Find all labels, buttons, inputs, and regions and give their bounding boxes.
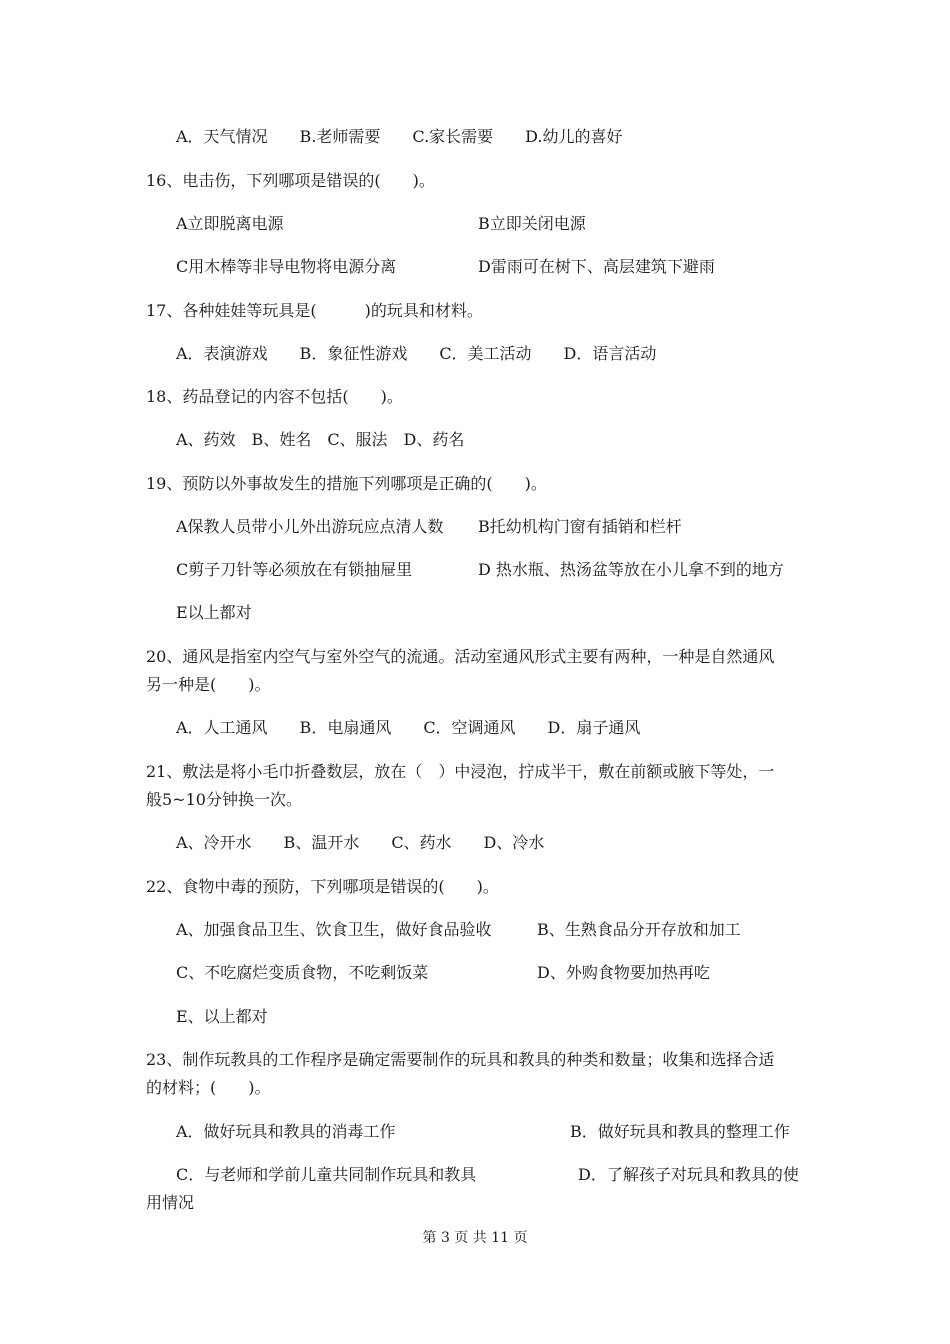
- q23-option-d-line2: 用情况: [146, 1193, 195, 1212]
- q22-option-b: B、生熟食品分开存放和加工: [537, 920, 741, 939]
- q19-option-c: C剪子刀针等必须放在有锁抽屉里: [176, 560, 413, 579]
- q17-stem: 17、各种娃娃等玩具是( )的玩具和材料。: [146, 301, 483, 320]
- q22-option-a: A、加强食品卫生、饮食卫生，做好食品验收: [176, 920, 492, 939]
- q20-stem-line2: 另一种是( )。: [146, 675, 271, 694]
- page-number-footer: 第 3 页 共 11 页: [422, 1230, 528, 1246]
- q17-options: A．表演游戏 B．象征性游戏 C．美工活动 D．语言活动: [176, 344, 657, 363]
- q23-option-d-line1: D．了解孩子对玩具和教具的使: [578, 1165, 799, 1184]
- q20-options: A．人工通风 B．电扇通风 C．空调通风 D．扇子通风: [176, 718, 641, 737]
- q19-option-e: E以上都对: [176, 603, 252, 622]
- q16-stem: 16、电击伤，下列哪项是错误的( )。: [146, 171, 435, 190]
- q16-option-b: B立即关闭电源: [478, 214, 586, 233]
- q23-option-b: B．做好玩具和教具的整理工作: [570, 1122, 790, 1141]
- q19-option-d: D 热水瓶、热汤盆等放在小儿拿不到的地方: [478, 560, 784, 579]
- q23-stem-line2: 的材料；( )。: [146, 1078, 271, 1097]
- q16-option-c: C用木棒等非导电物将电源分离: [176, 257, 397, 276]
- q22-option-c: C、不吃腐烂变质食物，不吃剩饭菜: [176, 963, 429, 982]
- q18-options: A、药效 B、姓名 C、服法 D、药名: [176, 430, 465, 449]
- q19-option-b: B托幼机构门窗有插销和栏杆: [478, 517, 682, 536]
- q16-option-d: D雷雨可在树下、高层建筑下避雨: [478, 257, 715, 276]
- q23-stem-line1: 23、制作玩教具的工作程序是确定需要制作的玩具和教具的种类和数量；收集和选择合适: [146, 1050, 775, 1069]
- q20-stem-line1: 20、通风是指室内空气与室外空气的流通。活动室通风形式主要有两种，一种是自然通风: [146, 647, 775, 666]
- q21-options: A、冷开水 B、温开水 C、药水 D、冷水: [176, 833, 545, 852]
- q22-option-e: E、以上都对: [176, 1007, 268, 1026]
- q21-stem-line1: 21、敷法是将小毛巾折叠数层，放在（ ）中浸泡，拧成半干，敷在前额或腋下等处，一: [146, 762, 775, 781]
- q22-stem: 22、食物中毒的预防，下列哪项是错误的( )。: [146, 877, 499, 896]
- q21-stem-line2: 般5~10分钟换一次。: [146, 790, 302, 809]
- q19-stem: 19、预防以外事故发生的措施下列哪项是正确的( )。: [146, 474, 547, 493]
- q19-option-a: A保教人员带小儿外出游玩应点清人数: [176, 517, 444, 536]
- q22-option-d: D、外购食物要加热再吃: [537, 963, 710, 982]
- q16-option-a: A立即脱离电源: [176, 214, 284, 233]
- q18-stem: 18、药品登记的内容不包括( )。: [146, 387, 403, 406]
- q15-options: A．天气情况 B.老师需要 C.家长需要 D.幼儿的喜好: [176, 127, 623, 146]
- q23-option-a: A．做好玩具和教具的消毒工作: [176, 1122, 396, 1141]
- q23-option-c: C．与老师和学前儿童共同制作玩具和教具: [176, 1165, 477, 1184]
